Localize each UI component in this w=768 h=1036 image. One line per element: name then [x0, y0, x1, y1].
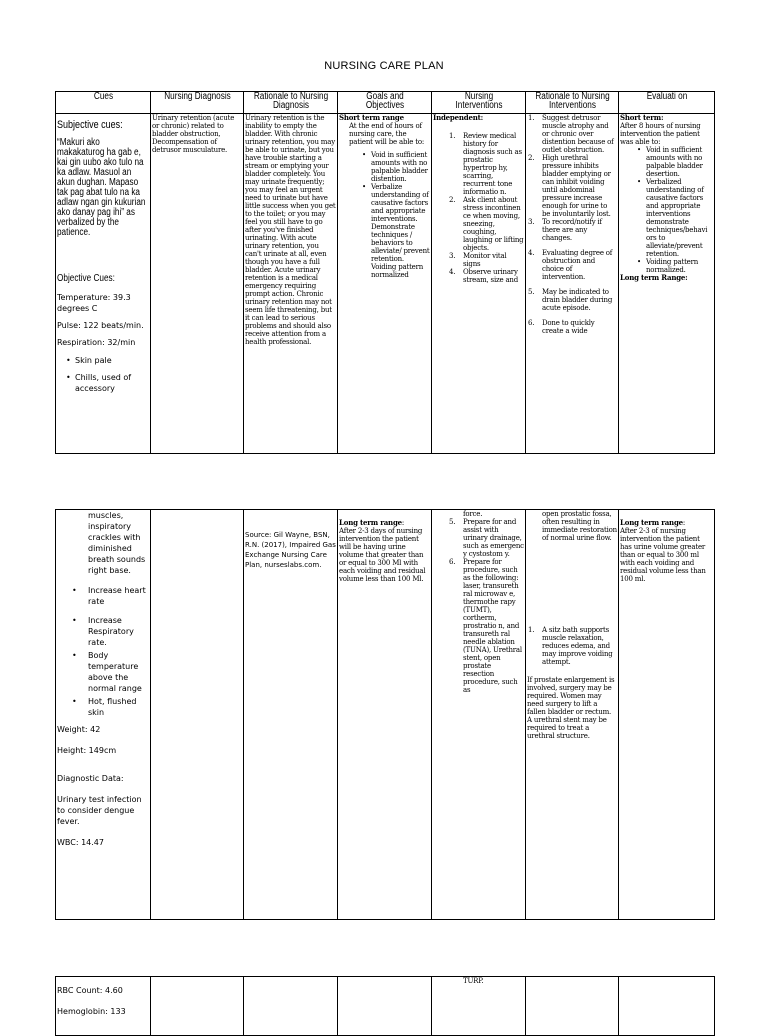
pulse-value: Pulse: 122 beats/min.	[57, 321, 144, 330]
goals-cell: Long term range: After 2-3 days of nursing intervention the patient will be having urine volume that greater than or equal to 300 Ml with each voiding and residual volume less than 100 Ml.	[338, 510, 432, 920]
care-plan-table-page-2	[55, 509, 715, 920]
rationale-diagnosis-text: Urinary retention is the inability to empty the bladder. With chronic urinary retention, you may be able to urinate, but you have trouble starting a stream or emptying your bladder completely. You may urinate frequently; you may feel an urgent need to urinate but have little success when you get to the toilet; or you may feel you still have to go after you've finished urinating. With acute urinary retention, you can't urinate at all, even though you have a full bladder. Acute urinary retention is a medical emergency requiring prompt action. Chronic urinary retention may not seem life threatening, but it can lead to serious problems and should also receive attention from a health professional.	[245, 114, 336, 346]
goals-heading: Short term range	[339, 113, 404, 122]
nursing-diagnosis-text: Urinary retention (acute or chronic) related to bladder obstruction, Decompensation of detrusor musculature.	[152, 114, 235, 154]
header-goals: Goals and Objectives	[346, 92, 423, 114]
list-item: 1. Review medical history for diagnosis such as prostatic hypertrop hy, scarring, recurrent tone informatio n.	[449, 132, 522, 196]
goals-long-text: After 2-3 days of nursing intervention the patient will be having urine volume that greater than or equal to 300 Ml with each voiding and residual volume less than 100 Ml.	[339, 527, 426, 583]
interventions-cell	[432, 114, 526, 454]
goals-cell	[338, 977, 432, 1036]
eval-long-heading: Long term Range:	[620, 273, 688, 282]
list-item: 3. To record/notify if there are any changes.	[528, 218, 602, 242]
interventions-list	[449, 132, 524, 284]
rationale-interventions-cell	[526, 114, 619, 454]
cues-bullet-list	[72, 585, 149, 718]
header-nursing-diagnosis: Nursing Diagnosis	[159, 92, 235, 114]
header-rationale-diagnosis: Rationale to Nursing Diagnosis	[252, 92, 329, 114]
list-item: 3. Monitor vital signs	[449, 252, 507, 268]
rbc-value: RBC Count: 4.60	[57, 986, 123, 995]
eval-short-heading: Short term:	[620, 113, 664, 122]
list-item: 2. Ask client about stress incontinen ce when moving, sneezing, coughing, laughing or lifting objects.	[449, 196, 524, 252]
rationale-interventions-cell	[526, 510, 619, 920]
list-item: 5. May be indicated to drain bladder during acute episode.	[528, 288, 613, 312]
list-item: 5. Prepare for and assist with urinary drainage, such as emergenc y cystostom y.	[449, 518, 524, 558]
list-item: • Verbalized understanding of causative factors and appropriate interventions demonstrate techniques/behavi ors to alleviate/prevent retention.	[637, 178, 708, 258]
goals-cell	[338, 114, 432, 454]
objective-heading: Objective Cues:	[57, 273, 115, 284]
rationale-list	[528, 626, 617, 666]
list-item: 6. Done to quickly create a wide	[528, 319, 595, 335]
interventions-heading: Independent:	[433, 113, 484, 122]
list-item: 4. Evaluating degree of obstruction and choice of intervention.	[528, 249, 613, 281]
cues-cell	[56, 510, 151, 920]
nursing-diagnosis-cell	[151, 114, 244, 454]
wbc-value: WBC: 14.47	[57, 838, 104, 847]
cues-cell	[56, 977, 151, 1036]
list-item: 1. A sitz bath supports muscle relaxation, reduces edema, and may improve voiding attempt.	[528, 626, 613, 666]
objective-bullet-list	[66, 355, 149, 394]
subjective-heading: Subjective cues:	[57, 119, 123, 131]
rationale-interventions-cell	[526, 977, 619, 1036]
rationale-diagnosis-cell	[244, 977, 338, 1036]
list-item: • Void in sufficient amounts with no palpable bladder distention.	[362, 151, 428, 183]
goals-intro: At the end of hours of nursing care, the patient will be able to:	[349, 122, 425, 146]
header-rationale-interventions: Rationale to Nursing Interventions	[534, 92, 610, 114]
list-item: 1. Suggest detrusor muscle atrophy and or chronic over distention because of outlet obstruction.	[528, 114, 614, 154]
list-item: • Void in sufficient amounts with no palpable bladder desertion.	[637, 146, 703, 178]
document-title: NURSING CARE PLAN	[324, 60, 444, 72]
turp-text: TURP.	[463, 977, 484, 985]
header-interventions: Nursing Interventions	[440, 92, 517, 114]
list-item: • Voiding pattern normalized.	[637, 258, 699, 274]
hemoglobin-value: Hemoglobin: 133	[57, 1007, 126, 1016]
list-item: • Body temperature above the normal range	[72, 651, 142, 693]
diagnostic-heading: Diagnostic Data:	[57, 774, 124, 783]
interventions-cell	[432, 510, 526, 920]
nursing-diagnosis-cell	[151, 510, 244, 920]
urinary-test-text: Urinary test infection to consider dengue fever.	[57, 795, 142, 826]
header-evaluation: Evaluati on	[627, 92, 706, 114]
list-item: • Increase Respiratory rate.	[72, 616, 134, 647]
list-item: • Chills, used of accessory	[66, 373, 132, 393]
height-value: Height: 149cm	[57, 746, 117, 755]
eval-bullet-list	[637, 146, 713, 274]
list-item: • Hot, flushed skin	[72, 697, 137, 717]
weight-value: Weight: 42	[57, 725, 101, 734]
cues-cell	[56, 114, 151, 454]
eval-long-text: After 2-3 of nursing intervention the patient has urine volume greater than or equal to 300 ml with each voiding and residual volume less than 100 ml.	[620, 527, 706, 583]
eval-short-intro: After 8 hours of nursing intervention the patient was able to:	[620, 122, 701, 146]
list-item: • Skin pale	[66, 356, 112, 365]
cues-continued-text: muscles, inspiratory crackles with diminished breath sounds right base.	[88, 511, 146, 575]
list-item: 2. High urethral pressure inhibits bladder emptying or can inhibit voiding until abdominal pressure increase enough for urine to be involuntarily lost.	[528, 154, 611, 218]
subjective-quote: “Makuri ako makakaturog ha gab e, kai gin uubo ako tulo na ka adlaw. Masuol an akun dughan. Mapaso tak pag abat tulo na ka adlaw ngan gin kukurian ako danay pag ihi” as verbalized by the patience.	[57, 137, 146, 238]
rationale-continued-text: open prostatic fossa, often resulting in immediate restoration of normal urine flow.	[542, 510, 617, 542]
nursing-diagnosis-cell	[151, 977, 244, 1036]
evaluation-cell	[619, 977, 715, 1036]
evaluation-cell: Long term range: After 2-3 of nursing intervention the patient has urine volume greater than or equal to 300 ml with each voiding and residual volume less than 100 ml.	[619, 510, 715, 920]
list-item: • Verbalize understanding of causative factors and appropriate interventions. Demonstrate techniques / behaviors to alleviate/ prevent retention. Voiding pattern normalized	[362, 183, 430, 279]
evaluation-cell	[619, 114, 715, 454]
rationale-list	[528, 114, 617, 335]
goals-long-heading: Long term range	[339, 518, 402, 527]
care-plan-table-page-1	[55, 91, 715, 454]
header-cues: Cues	[64, 92, 142, 114]
list-item: 4. Observe urinary stream, size and	[449, 268, 519, 284]
list-item: • Increase heart rate	[72, 586, 146, 606]
care-plan-table-page-3	[55, 976, 715, 1036]
intervention-continued-text: force.	[463, 510, 483, 518]
rationale-diagnosis-cell	[244, 510, 338, 920]
rationale-surgery-text: If prostate enlargement is involved, surgery may be required. Women may need surgery to lift a fallen bladder or rectum. A urethral stent may be required to treat a urethral structure.	[527, 676, 615, 740]
temperature-value: Temperature: 39.3 degrees C	[57, 293, 131, 313]
list-item: 6. Prepare for procedure, such as the following: laser, transureth ral microwav e, thermothe rapy (TUMT), cortherm, prostratio n, and transureth ral needle ablation (TUNA), Urethral stent, open prostate resection procedure, such as	[449, 558, 522, 694]
goals-bullet-list	[362, 151, 430, 279]
eval-long-heading: Long term range	[620, 518, 683, 527]
rationale-diagnosis-cell	[244, 114, 338, 454]
interventions-list	[449, 518, 524, 694]
source-citation: Source: Gil Wayne, BSN, R.N. (2017), Impaired Gas Exchange Nursing Care Plan, nurseslabs.com.	[245, 531, 336, 569]
interventions-cell	[432, 977, 526, 1036]
respiration-value: Respiration: 32/min	[57, 338, 136, 347]
